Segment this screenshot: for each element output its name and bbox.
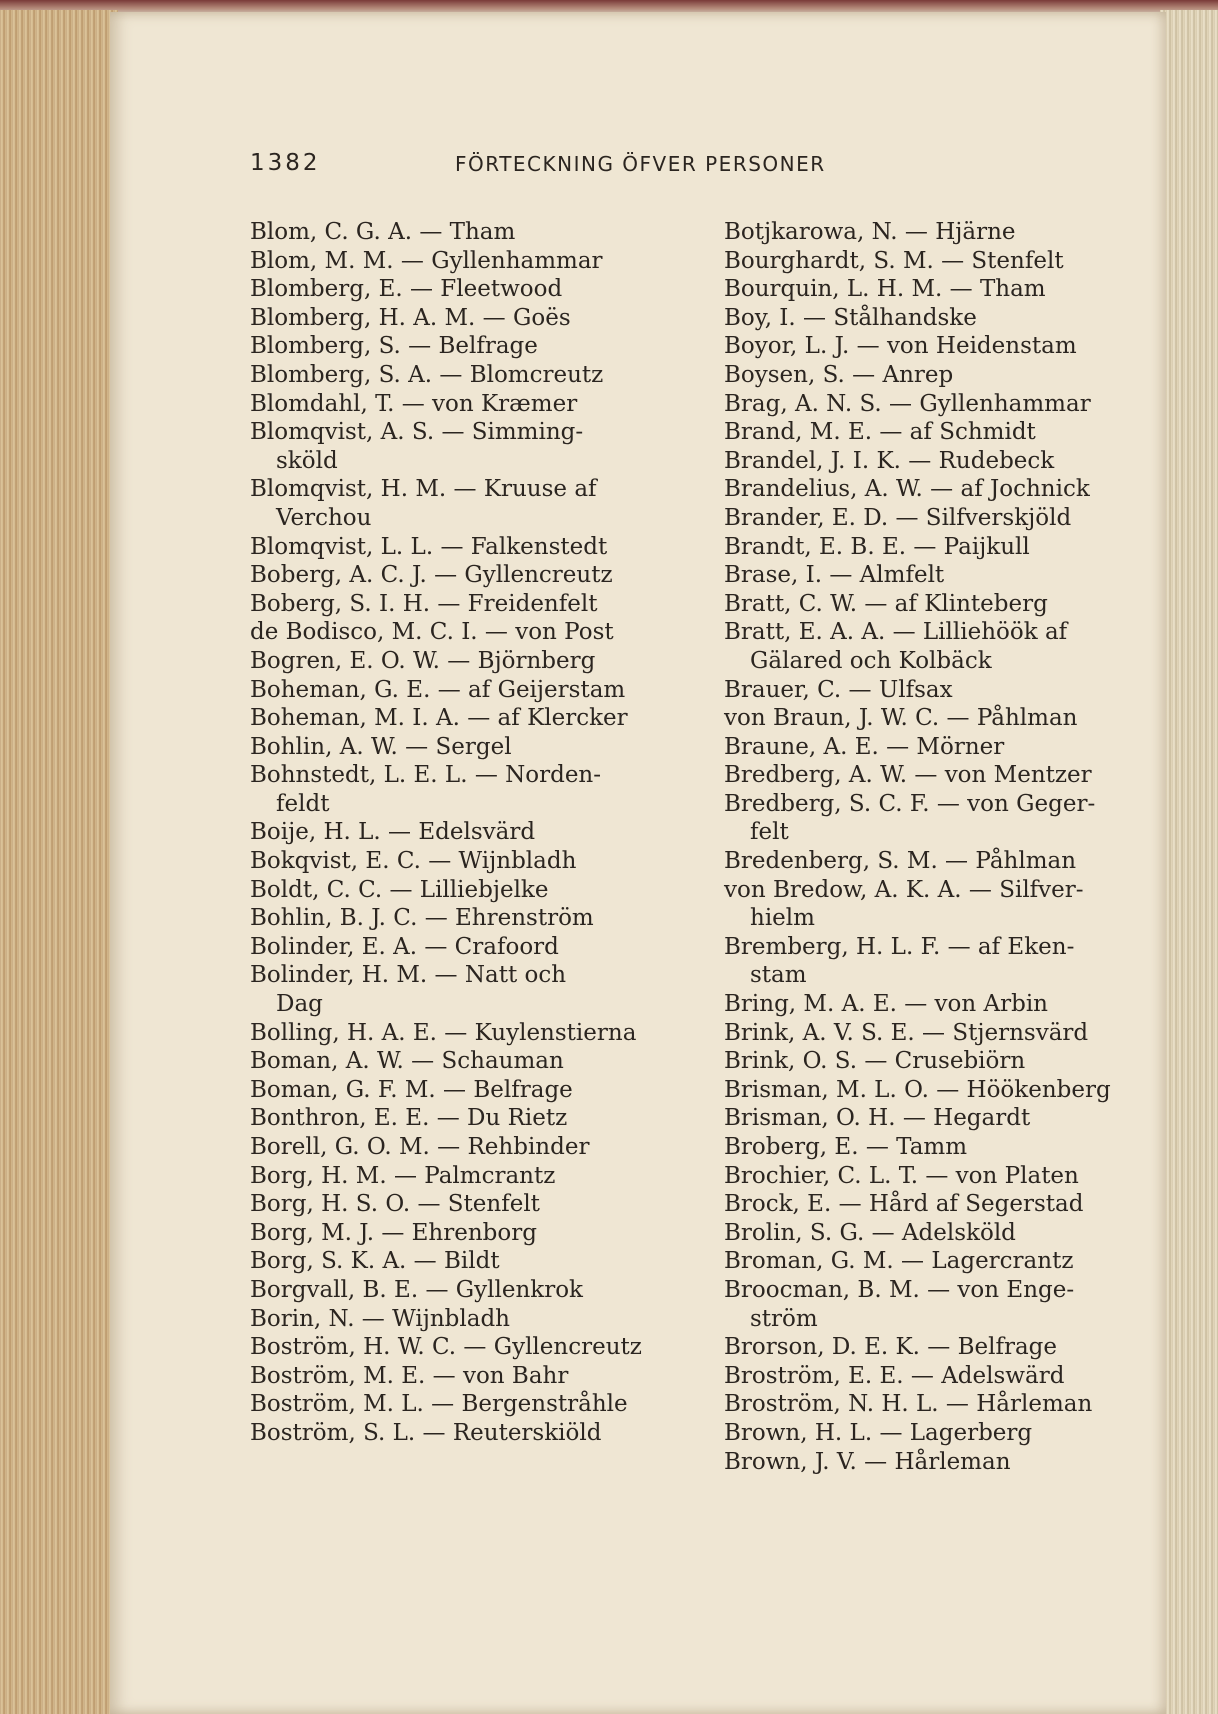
index-entry: Boman, G. F. M. — Belfrage [250,1076,573,1103]
index-entry: Boije, H. L. — Edelsvärd [250,819,536,846]
index-entry: Blomqvist, L. L. — Falkenstedt [250,533,608,560]
index-entry: Brase, I. — Almfelt [724,562,945,589]
index-entry: Broman, G. M. — Lagercrantz [724,1248,1074,1275]
index-entry: Bolinder, H. M. — Natt och [250,962,567,989]
index-entry: Borgvall, B. E. — Gyllenkrok [250,1276,583,1303]
page-stack-left [0,10,118,1714]
index-entry: Blomberg, S. A. — Blomcreutz [250,361,604,388]
index-entry: Brown, H. L. — Lagerberg [724,1419,1033,1446]
index-entry: Borell, G. O. M. — Rehbinder [250,1134,590,1160]
index-entry: Brolin, S. G. — Adelsköld [724,1219,1016,1246]
index-entry-continuation: sköld [276,447,338,474]
index-entry: Boyor, L. J. — von Heidenstam [724,333,1077,360]
index-entry: Boström, M. E. — von Bahr [250,1362,569,1389]
index-entry: Blomqvist, A. S. — Simming- [250,419,584,446]
index-entry: Bohlin, B. J. C. — Ehrenström [250,905,594,932]
index-entry-continuation: felt [750,819,789,846]
index-entry: von Braun, J. W. C. — Påhlman [724,705,1078,732]
index-entry: Brown, J. V. — Hårleman [724,1448,1011,1475]
index-entry: Blomberg, H. A. M. — Goës [250,304,571,331]
index-entry: Brock, E. — Hård af Segerstad [724,1191,1084,1218]
index-entry: Broberg, E. — Tamm [724,1134,968,1160]
index-entry: Bonthron, E. E. — Du Rietz [250,1105,568,1132]
page-header [250,150,1050,182]
index-entry: Broocman, B. M. — von Enge- [724,1276,1075,1303]
index-entry: Boberg, S. I. H. — Freidenfelt [250,590,598,617]
index-entry: Boberg, A. C. J. — Gyllencreutz [250,562,613,589]
index-entry: Brag, A. N. S. — Gyllenhammar [724,390,1091,417]
index-entry: Blomberg, E. — Fleetwood [250,276,563,303]
index-entry: Broström, E. E. — Adelswärd [724,1362,1065,1389]
index-entry: Brauer, C. — Ulfsax [724,676,953,703]
index-column-right [724,218,1154,1476]
index-entry: Bring, M. A. E. — von Arbin [724,991,1048,1018]
book-page [110,12,1166,1714]
index-entry: Blom, C. G. A. — Tham [250,219,516,245]
index-entry: Brandt, E. B. E. — Paijkull [724,533,1030,560]
index-entry: Boysen, S. — Anrep [724,361,954,388]
index-entry: Boldt, C. C. — Lilliebjelke [250,876,549,903]
index-entry: Bourquin, L. H. M. — Tham [724,276,1046,303]
index-entry: Borg, S. K. A. — Bildt [250,1248,500,1275]
index-entry: Brochier, C. L. T. — von Platen [724,1162,1079,1189]
index-entry: Blom, M. M. — Gyllenhammar [250,247,603,274]
index-entry: Broström, N. H. L. — Hårleman [724,1391,1093,1418]
index-entry: Brink, O. S. — Crusebiörn [724,1048,1026,1075]
index-entry: Boström, M. L. — Bergenstråhle [250,1391,628,1418]
index-entry: Brorson, D. E. K. — Belfrage [724,1334,1058,1361]
index-entry: Brandelius, A. W. — af Jochnick [724,476,1090,503]
index-entry-continuation: hielm [750,905,815,932]
index-entry: Bogren, E. O. W. — Björnberg [250,647,596,674]
index-entry: Bolinder, E. A. — Crafoord [250,933,559,960]
index-entry: Bredberg, A. W. — von Mentzer [724,762,1092,789]
index-entry: Borg, M. J. — Ehrenborg [250,1219,537,1246]
index-entry: Blomqvist, H. M. — Kruuse af [250,476,597,503]
index-entry-continuation: Gälared och Kolbäck [750,647,992,674]
index-entry: Boheman, M. I. A. — af Klercker [250,705,628,732]
page-number: 1382 [250,150,321,176]
index-entry: Brander, E. D. — Silfverskjöld [724,504,1072,531]
index-entry: Bourghardt, S. M. — Stenfelt [724,247,1064,274]
index-entry: de Bodisco, M. C. I. — von Post [250,619,614,646]
index-entry: Borin, N. — Wijnbladh [250,1305,510,1332]
index-entry: Braune, A. E. — Mörner [724,733,1005,760]
index-column-left [250,218,680,1448]
index-entry: Boström, S. L. — Reuterskiöld [250,1419,602,1446]
index-entry: Bohlin, A. W. — Sergel [250,733,512,760]
index-entry: Brisman, M. L. O. — Höökenberg [724,1076,1111,1103]
index-entry: Boström, H. W. C. — Gyllencreutz [250,1334,642,1361]
index-entry: Boheman, G. E. — af Geijerstam [250,676,626,703]
index-entry: Borg, H. M. — Palmcrantz [250,1162,556,1189]
index-entry: Boy, I. — Stålhandske [724,304,977,331]
index-entry-continuation: Dag [276,991,323,1018]
index-entry: Bolling, H. A. E. — Kuylenstierna [250,1019,637,1046]
index-entry: Brink, A. V. S. E. — Stjernsvärd [724,1019,1089,1046]
index-entry-continuation: stam [750,962,807,989]
index-entry-continuation: feldt [276,790,330,817]
index-entry: Blomberg, S. — Belfrage [250,333,538,360]
index-entry: Bohnstedt, L. E. L. — Norden- [250,762,602,789]
page-stack-right [1160,10,1218,1714]
index-entry-continuation: Verchou [276,504,372,531]
index-entry: Bratt, C. W. — af Klinteberg [724,590,1048,617]
index-entry: Bredberg, S. C. F. — von Geger- [724,790,1096,817]
index-entry: Blomdahl, T. — von Kræmer [250,390,578,417]
index-entry: Brandel, J. I. K. — Rudebeck [724,447,1055,474]
index-entry: Bokqvist, E. C. — Wijnbladh [250,848,577,875]
index-entry: Bratt, E. A. A. — Lilliehöök af [724,619,1068,646]
index-entry: Botjkarowa, N. — Hjärne [724,219,1016,245]
index-entry: Bremberg, H. L. F. — af Eken- [724,933,1075,960]
index-entry: Brisman, O. H. — Hegardt [724,1105,1031,1132]
index-entry: von Bredow, A. K. A. — Silfver- [724,876,1084,903]
index-entry: Borg, H. S. O. — Stenfelt [250,1191,540,1218]
index-entry-continuation: ström [750,1305,818,1332]
index-entry: Boman, A. W. — Schauman [250,1048,564,1075]
running-title: FÖRTECKNING ÖFVER PERSONER [455,152,826,176]
index-entry: Bredenberg, S. M. — Påhlman [724,848,1077,875]
index-entry: Brand, M. E. — af Schmidt [724,419,1036,446]
